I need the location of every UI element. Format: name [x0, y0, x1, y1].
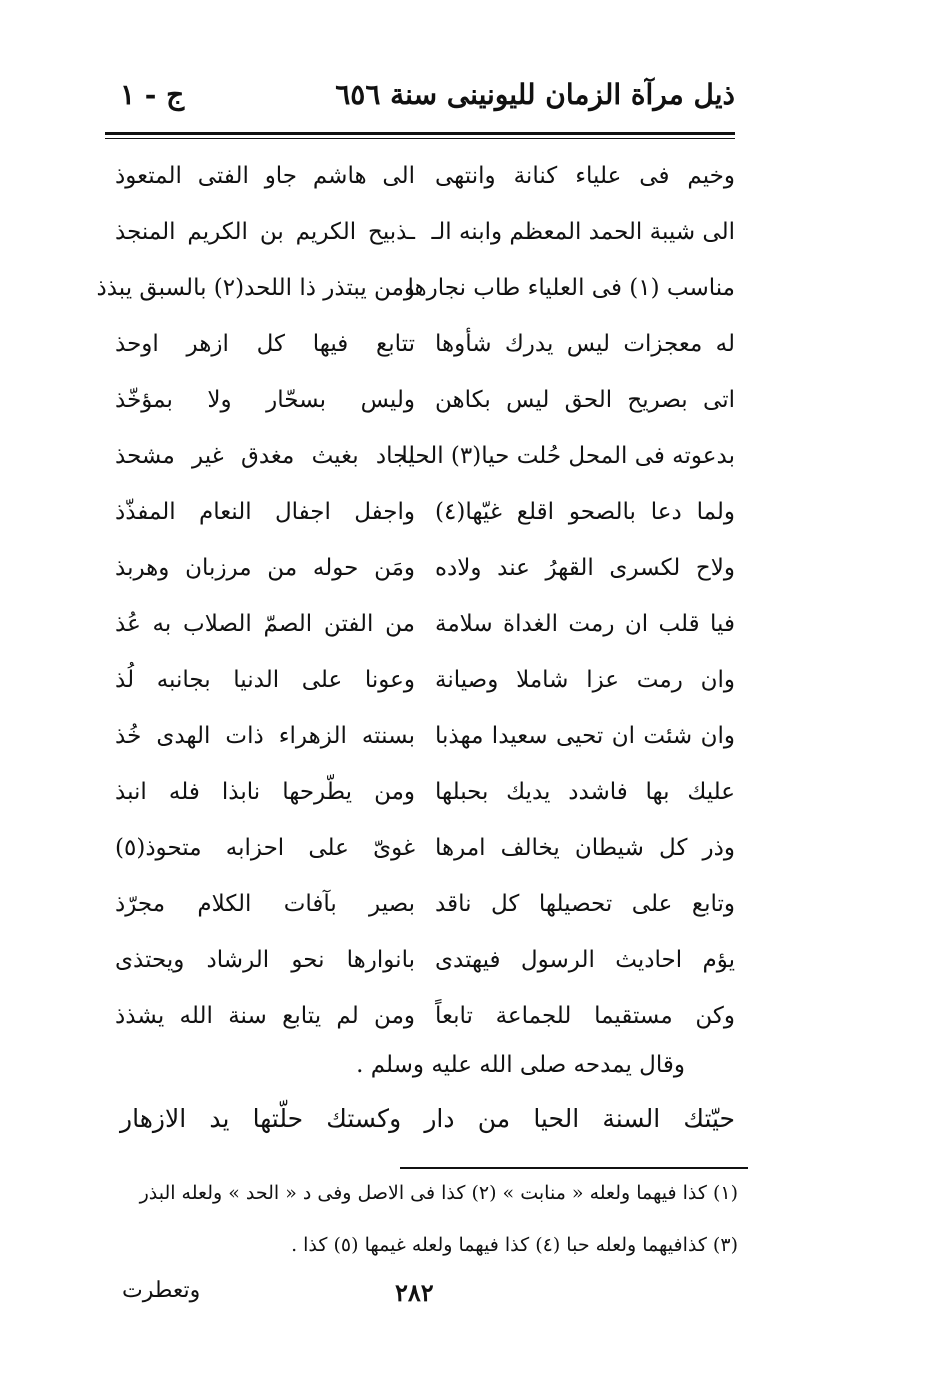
first-hemistich: فيا قلب ان رمت الغداة سلامة: [435, 611, 735, 637]
verse-line: [115, 372, 735, 428]
second-hemistich: الى هاشم جاو الفتى المتعوذ: [115, 163, 415, 189]
prose-line: وقال يمدحه صلى الله عليه وسلم .: [356, 1052, 685, 1078]
second-hemistich: ومَن حوله من مرزبان وهربذ: [115, 555, 415, 581]
verse-line: [115, 876, 735, 932]
verse-line: [96, 260, 735, 316]
second-hemistich: ـذبيح الكريم بن الكريم المنجذ: [115, 219, 415, 245]
footnote: (١) كذا فيهما ولعله « منابت » (٢) كذا فى الاصل وفى د « الحد » ولعله البذر: [139, 1182, 738, 1204]
first-hemistich: له معجزات ليس يدرك شأوها: [435, 331, 735, 357]
footnote-rule: [400, 1167, 748, 1169]
second-hemistich: بانوارها نحو الرشاد ويحتذى: [115, 947, 415, 973]
second-hemistich: من الفتن الصمّ الصلاب به عُذ: [115, 611, 415, 637]
second-hemistich: وعونا على الدنيا بجانبه لُذ: [115, 667, 415, 693]
verse-line: [115, 204, 735, 260]
second-hemistich: بسنته الزهراء ذات الهدى خُذ: [115, 723, 415, 749]
verse-line: [115, 148, 735, 204]
verse-line: [115, 988, 735, 1044]
first-hemistich: وكن مستقيما للجماعة تابعاً: [435, 1003, 735, 1029]
footnote: (٣) كذافيهما ولعله حبا (٤) كذا فيهما ولعله غيمها (٥) كذا .: [291, 1234, 738, 1256]
first-hemistich: وان رمت عزا شاملا وصيانة: [435, 667, 735, 693]
first-hemistich: وخيم فى علياء كنانة وانتهى: [435, 163, 735, 189]
verse-line: [115, 484, 735, 540]
volume-number: ج - ١: [120, 78, 185, 111]
first-hemistich: وان شئت ان تحيى سعيدا مهذبا: [435, 723, 735, 749]
verse-line: [115, 764, 735, 820]
verse-line: [115, 652, 735, 708]
first-hemistich: وذر كل شيطان يخالف امرها: [435, 835, 735, 861]
second-hemistich: ومن يطّرحها نابذا فله انبذ: [115, 779, 415, 805]
running-head: [120, 78, 735, 128]
verse-line: [115, 596, 735, 652]
second-hemistich: ومن يبتذر ذا اللحد(٢) بالسبق يبذذ: [96, 275, 415, 301]
first-hemistich: الى شيبة الحمد المعظم وابنه الـ: [431, 219, 735, 245]
catchword: وتعطرت: [122, 1278, 201, 1303]
running-title: ذيل مرآة الزمان لليونينى سنة ٦٥٦: [335, 78, 735, 111]
verse-line: [115, 820, 735, 876]
first-hemistich: بدعوته فى المحل حُلت حيا(٣) الحيا: [401, 443, 735, 469]
first-hemistich: اتى بصريح الحق ليس بكاهن: [435, 387, 735, 413]
verse-line: [115, 428, 735, 484]
first-hemistich: ولاح لكسرى القهرُ عند ولاده: [435, 555, 735, 581]
verse-line: [115, 932, 735, 988]
verse-line: [115, 316, 735, 372]
verse-line: [115, 540, 735, 596]
first-hemistich: وتابع على تحصيلها كل ناقد: [435, 891, 735, 917]
second-hemistich: واجفل اجفال النعام المفذّذ: [115, 499, 415, 525]
second-hemistich: بصير بآفات الكلام مجرّذ: [115, 891, 415, 917]
page-number: ٢٨٢: [395, 1278, 434, 1307]
second-hemistich: وليس بسحّار ولا بمؤخّذ: [115, 387, 415, 413]
verse-line-final: حيّتك السنة الحيا من دار وكستك حلّتها يد الازهار: [120, 1104, 735, 1133]
first-hemistich: يؤم احاديث الرسول فيهتدى: [435, 947, 735, 973]
verse-line: [115, 708, 735, 764]
header-rule-thick: [105, 132, 735, 135]
first-hemistich: عليك بها فاشدد يديك بحبلها: [435, 779, 735, 805]
first-hemistich: مناسب (١) فى العلياء طاب نجارها: [407, 275, 735, 301]
header-rule-thin: [105, 138, 735, 139]
second-hemistich: تتابع فيها كل ازهر اوحذ: [115, 331, 415, 357]
second-hemistich: غوىّ على احزابه متحوذ(٥): [115, 835, 415, 861]
second-hemistich: لجاد بغيث مغدق غير مشحذ: [115, 443, 415, 469]
poem: [96, 148, 735, 1044]
second-hemistich: ومن لم يتابع سنة الله يشذذ: [115, 1003, 415, 1029]
first-hemistich: ولما دعا بالصحو اقلع غيّها(٤): [435, 499, 735, 525]
